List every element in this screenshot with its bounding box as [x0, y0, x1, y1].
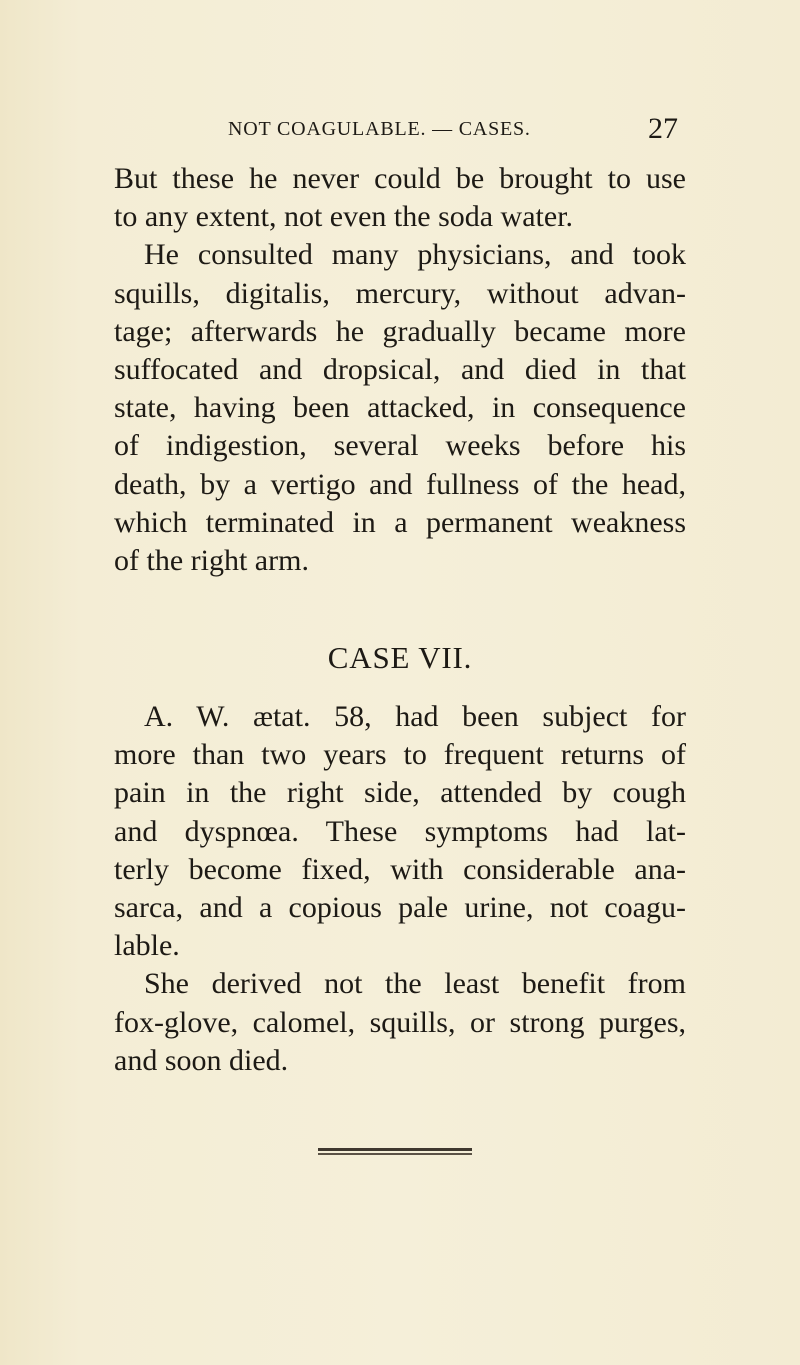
running-head [0, 112, 800, 148]
text-line: lable. [114, 929, 180, 963]
text-line: A. W. ætat. 58, had been subject for [144, 700, 686, 733]
rule-line [318, 1148, 472, 1151]
text-line: more than two years to frequent returns of [114, 738, 686, 772]
text-line: fox-glove, calomel, squills, or strong purges, [114, 1005, 686, 1039]
section-rule [318, 1148, 472, 1156]
text-line: and soon died. [114, 1043, 289, 1077]
text-line: terly become fixed, with considerable ana- [114, 852, 686, 886]
continued-paragraph [114, 160, 686, 580]
text-line: squills, digitalis, mercury, without advan- [114, 276, 686, 310]
case-heading: CASE VII. [327, 640, 473, 675]
page-number: 27 [648, 112, 678, 145]
text-line: state, having been attacked, in consequence [114, 391, 686, 425]
text-line: of the right arm. [114, 543, 309, 577]
rule-line [318, 1153, 472, 1155]
text-line: tage; afterwards he gradually became more [114, 314, 686, 348]
text-line: suffocated and dropsical, and died in that [114, 352, 686, 386]
text-line: But these he never could be brought to use [114, 162, 686, 195]
text-line: She derived not the least benefit from [144, 967, 686, 1001]
text-line: of indigestion, several weeks before his [114, 429, 686, 463]
text-line: which terminated in a permanent weakness [114, 505, 686, 539]
text-line: to any extent, not even the soda water. [114, 200, 574, 234]
text-line: death, by a vertigo and fullness of the head, [114, 467, 686, 501]
case-paragraph [114, 698, 686, 1080]
running-title: NOT COAGULABLE. — CASES. [228, 118, 531, 140]
text-line: pain in the right side, attended by cough [114, 776, 686, 810]
text-line: and dyspnœa. These symptoms had lat- [114, 814, 686, 848]
text-line: He consulted many physicians, and took [144, 238, 686, 272]
text-line: sarca, and a copious pale urine, not coagu- [114, 890, 686, 924]
